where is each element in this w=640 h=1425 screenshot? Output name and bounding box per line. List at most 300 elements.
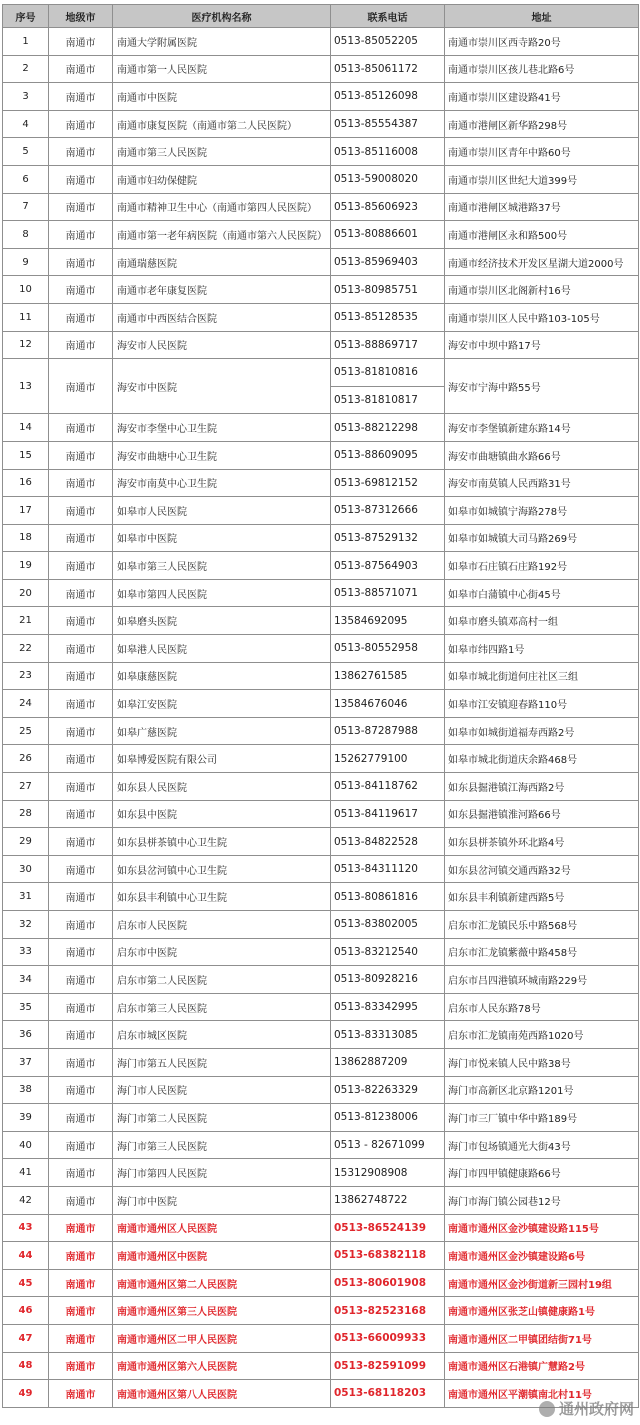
table-row	[3, 221, 639, 249]
row-number: 46	[3, 1297, 49, 1325]
row-institution-name: 如皋市人民医院	[113, 497, 331, 525]
row-number: 37	[3, 1048, 49, 1076]
row-city: 南通市	[49, 579, 113, 607]
row-institution-name: 南通市通州区人民医院	[113, 1214, 331, 1242]
row-phone: 13862748722	[331, 1186, 445, 1214]
row-institution-name: 启东市中医院	[113, 938, 331, 966]
table-row	[3, 1297, 639, 1325]
row-phone: 0513-81810816	[331, 359, 445, 387]
row-city: 南通市	[49, 745, 113, 773]
row-institution-name: 南通市第一人民医院	[113, 55, 331, 83]
table-row	[3, 1021, 639, 1049]
row-number: 34	[3, 966, 49, 994]
row-phone: 0513-88869717	[331, 331, 445, 359]
row-phone: 0513-87529132	[331, 524, 445, 552]
row-institution-name: 南通市第三人民医院	[113, 138, 331, 166]
row-phone: 0513-87312666	[331, 497, 445, 525]
row-phone: 0513-59008020	[331, 165, 445, 193]
header-address: 地址	[445, 5, 639, 28]
row-address: 启东市汇龙镇紫薇中路458号	[445, 938, 639, 966]
row-address: 如皋市白蒲镇中心街45号	[445, 579, 639, 607]
table-row	[3, 1076, 639, 1104]
row-city: 南通市	[49, 966, 113, 994]
row-phone: 0513-83802005	[331, 911, 445, 939]
row-institution-name: 海门市第四人民医院	[113, 1159, 331, 1187]
table-row	[3, 193, 639, 221]
row-address: 南通市通州区张芝山镇健康路1号	[445, 1297, 639, 1325]
row-city: 南通市	[49, 911, 113, 939]
row-number: 19	[3, 552, 49, 580]
row-number: 20	[3, 579, 49, 607]
table-row	[3, 359, 639, 387]
row-institution-name: 南通市通州区中医院	[113, 1242, 331, 1270]
row-phone: 15312908908	[331, 1159, 445, 1187]
row-city: 南通市	[49, 1186, 113, 1214]
row-phone: 0513-85126098	[331, 83, 445, 111]
row-number: 25	[3, 717, 49, 745]
row-institution-name: 海安市曲塘中心卫生院	[113, 441, 331, 469]
table-row	[3, 248, 639, 276]
row-number: 24	[3, 690, 49, 718]
table-row	[3, 1104, 639, 1132]
row-address: 南通市崇川区西寺路20号	[445, 28, 639, 56]
row-address: 南通市港闸区永和路500号	[445, 221, 639, 249]
table-row	[3, 331, 639, 359]
table-row	[3, 165, 639, 193]
row-address: 如皋市江安镇迎春路110号	[445, 690, 639, 718]
row-phone: 0513-87287988	[331, 717, 445, 745]
row-phone: 13584692095	[331, 607, 445, 635]
row-number: 5	[3, 138, 49, 166]
row-address: 南通市通州区二甲镇团结街71号	[445, 1324, 639, 1352]
table-row	[3, 883, 639, 911]
table-row	[3, 579, 639, 607]
row-phone: 0513-85061172	[331, 55, 445, 83]
table-row	[3, 55, 639, 83]
row-institution-name: 海安市人民医院	[113, 331, 331, 359]
row-city: 南通市	[49, 1352, 113, 1380]
row-address: 海安市南莫镇人民西路31号	[445, 469, 639, 497]
row-address: 南通市崇川区人民中路103-105号	[445, 303, 639, 331]
row-city: 南通市	[49, 331, 113, 359]
row-city: 南通市	[49, 717, 113, 745]
row-city: 南通市	[49, 938, 113, 966]
row-number: 31	[3, 883, 49, 911]
row-phone: 0513-88212298	[331, 414, 445, 442]
row-institution-name: 南通市通州区第八人民医院	[113, 1380, 331, 1408]
row-number: 44	[3, 1242, 49, 1270]
row-city: 南通市	[49, 165, 113, 193]
row-number: 18	[3, 524, 49, 552]
row-number: 47	[3, 1324, 49, 1352]
row-address: 海安市宁海中路55号	[445, 359, 639, 414]
watermark	[539, 1398, 634, 1419]
row-institution-name: 南通大学附属医院	[113, 28, 331, 56]
row-city: 南通市	[49, 303, 113, 331]
row-city: 南通市	[49, 221, 113, 249]
row-institution-name: 启东市第二人民医院	[113, 966, 331, 994]
row-address: 海门市四甲镇健康路66号	[445, 1159, 639, 1187]
row-phone: 0513-68382118	[331, 1242, 445, 1270]
row-number: 10	[3, 276, 49, 304]
table-row	[3, 662, 639, 690]
row-address: 南通市通州区石港镇广慧路2号	[445, 1352, 639, 1380]
table-row	[3, 1186, 639, 1214]
row-number: 45	[3, 1269, 49, 1297]
row-phone: 0513-80985751	[331, 276, 445, 304]
row-city: 南通市	[49, 1104, 113, 1132]
table-row	[3, 138, 639, 166]
table-row	[3, 607, 639, 635]
row-number: 43	[3, 1214, 49, 1242]
row-city: 南通市	[49, 469, 113, 497]
row-city: 南通市	[49, 690, 113, 718]
row-address: 南通市崇川区建设路41号	[445, 83, 639, 111]
row-address: 南通市通州区金沙镇建设路6号	[445, 1242, 639, 1270]
row-city: 南通市	[49, 662, 113, 690]
row-institution-name: 海门市第五人民医院	[113, 1048, 331, 1076]
row-institution-name: 南通瑞慈医院	[113, 248, 331, 276]
row-phone: 0513-88609095	[331, 441, 445, 469]
row-phone: 0513-66009933	[331, 1324, 445, 1352]
row-institution-name: 南通市中西医结合医院	[113, 303, 331, 331]
row-city: 南通市	[49, 1159, 113, 1187]
row-address: 如皋市城北街道庆余路468号	[445, 745, 639, 773]
row-city: 南通市	[49, 1021, 113, 1049]
row-city: 南通市	[49, 993, 113, 1021]
row-institution-name: 海安市南莫中心卫生院	[113, 469, 331, 497]
row-address: 如皋市如城镇宁海路278号	[445, 497, 639, 525]
row-phone: 0513-87564903	[331, 552, 445, 580]
row-city: 南通市	[49, 83, 113, 111]
table-row	[3, 303, 639, 331]
row-address: 南通市通州区金沙街道新三园村19组	[445, 1269, 639, 1297]
row-phone: 0513-80928216	[331, 966, 445, 994]
row-phone: 0513-83313085	[331, 1021, 445, 1049]
row-city: 南通市	[49, 1380, 113, 1408]
row-institution-name: 南通市中医院	[113, 83, 331, 111]
row-phone: 0513-82263329	[331, 1076, 445, 1104]
row-phone: 0513-88571071	[331, 579, 445, 607]
row-institution-name: 如东县中医院	[113, 800, 331, 828]
row-number: 4	[3, 110, 49, 138]
table-row	[3, 497, 639, 525]
row-phone: 0513-84822528	[331, 828, 445, 856]
table-header-row	[3, 5, 639, 28]
row-number: 33	[3, 938, 49, 966]
row-number: 22	[3, 635, 49, 663]
row-phone: 0513-82523168	[331, 1297, 445, 1325]
row-city: 南通市	[49, 1131, 113, 1159]
table-row	[3, 552, 639, 580]
row-institution-name: 南通市妇幼保健院	[113, 165, 331, 193]
row-number: 1	[3, 28, 49, 56]
row-address: 南通市经济技术开发区星湖大道2000号	[445, 248, 639, 276]
row-number: 9	[3, 248, 49, 276]
row-address: 如皋市如城镇大司马路269号	[445, 524, 639, 552]
row-address: 如皋市纬四路1号	[445, 635, 639, 663]
row-number: 32	[3, 911, 49, 939]
row-institution-name: 如东县人民医院	[113, 773, 331, 801]
row-city: 南通市	[49, 883, 113, 911]
table-row	[3, 773, 639, 801]
table-row	[3, 690, 639, 718]
row-city: 南通市	[49, 800, 113, 828]
row-city: 南通市	[49, 607, 113, 635]
table-row	[3, 1269, 639, 1297]
table-row	[3, 1048, 639, 1076]
row-number: 29	[3, 828, 49, 856]
row-phone: 0513-86524139	[331, 1214, 445, 1242]
table-row	[3, 110, 639, 138]
row-institution-name: 如皋康慈医院	[113, 662, 331, 690]
table-row	[3, 1324, 639, 1352]
row-institution-name: 如东县岔河镇中心卫生院	[113, 855, 331, 883]
table-row	[3, 1214, 639, 1242]
row-institution-name: 启东市第三人民医院	[113, 993, 331, 1021]
row-city: 南通市	[49, 1214, 113, 1242]
row-city: 南通市	[49, 138, 113, 166]
table-row	[3, 83, 639, 111]
row-institution-name: 如东县丰利镇中心卫生院	[113, 883, 331, 911]
row-address: 南通市通州区金沙镇建设路115号	[445, 1214, 639, 1242]
row-address: 如皋市城北街道何庄社区三组	[445, 662, 639, 690]
row-number: 23	[3, 662, 49, 690]
row-address: 如皋市磨头镇邓高村一组	[445, 607, 639, 635]
row-address: 海门市高新区北京路1201号	[445, 1076, 639, 1104]
row-city: 南通市	[49, 28, 113, 56]
table-row	[3, 469, 639, 497]
row-address: 如东县岔河镇交通西路32号	[445, 855, 639, 883]
row-phone: 0513-80886601	[331, 221, 445, 249]
row-address: 南通市港闸区城港路37号	[445, 193, 639, 221]
row-address: 海安市曲塘镇曲水路66号	[445, 441, 639, 469]
row-number: 12	[3, 331, 49, 359]
row-city: 南通市	[49, 1324, 113, 1352]
row-number: 28	[3, 800, 49, 828]
row-number: 15	[3, 441, 49, 469]
table-row	[3, 1131, 639, 1159]
row-address: 如东县掘港镇淮河路66号	[445, 800, 639, 828]
row-phone: 13862761585	[331, 662, 445, 690]
row-institution-name: 南通市通州区第三人民医院	[113, 1297, 331, 1325]
row-address: 如皋市如城街道福寿西路2号	[445, 717, 639, 745]
row-institution-name: 如皋市第三人民医院	[113, 552, 331, 580]
row-phone: 0513-85554387	[331, 110, 445, 138]
row-phone: 0513-83342995	[331, 993, 445, 1021]
row-number: 35	[3, 993, 49, 1021]
row-institution-name: 南通市通州区二甲人民医院	[113, 1324, 331, 1352]
row-phone: 0513-82591099	[331, 1352, 445, 1380]
row-number: 26	[3, 745, 49, 773]
table-row	[3, 635, 639, 663]
row-number: 11	[3, 303, 49, 331]
row-address: 启东市汇龙镇南苑西路1020号	[445, 1021, 639, 1049]
row-phone: 0513-83212540	[331, 938, 445, 966]
row-number: 42	[3, 1186, 49, 1214]
row-institution-name: 如皋市第四人民医院	[113, 579, 331, 607]
hospital-table-container	[2, 4, 638, 1408]
row-institution-name: 如东县栟茶镇中心卫生院	[113, 828, 331, 856]
table-row	[3, 800, 639, 828]
hospital-list-table	[2, 4, 639, 1408]
row-number: 7	[3, 193, 49, 221]
header-institution-name: 医疗机构名称	[113, 5, 331, 28]
row-institution-name: 南通市精神卫生中心（南通市第四人民医院）	[113, 193, 331, 221]
row-address: 如东县掘港镇江海西路2号	[445, 773, 639, 801]
row-phone-secondary: 0513-81810817	[331, 386, 445, 414]
row-address: 如东县丰利镇新建西路5号	[445, 883, 639, 911]
row-institution-name: 如皋磨头医院	[113, 607, 331, 635]
row-address: 海安市中坝中路17号	[445, 331, 639, 359]
row-number: 30	[3, 855, 49, 883]
row-address: 南通市崇川区世纪大道399号	[445, 165, 639, 193]
row-city: 南通市	[49, 55, 113, 83]
row-city: 南通市	[49, 524, 113, 552]
table-row	[3, 524, 639, 552]
row-address: 海门市包场镇通光大街43号	[445, 1131, 639, 1159]
row-city: 南通市	[49, 1076, 113, 1104]
row-number: 14	[3, 414, 49, 442]
row-city: 南通市	[49, 248, 113, 276]
row-address: 海安市李堡镇新建东路14号	[445, 414, 639, 442]
row-institution-name: 南通市通州区第二人民医院	[113, 1269, 331, 1297]
row-institution-name: 南通市康复医院（南通市第二人民医院）	[113, 110, 331, 138]
table-row	[3, 911, 639, 939]
row-number: 49	[3, 1380, 49, 1408]
government-logo-icon	[539, 1401, 555, 1417]
table-row	[3, 938, 639, 966]
row-number: 36	[3, 1021, 49, 1049]
row-address: 南通市港闸区新华路298号	[445, 110, 639, 138]
row-institution-name: 南通市第一老年病医院（南通市第六人民医院）	[113, 221, 331, 249]
row-city: 南通市	[49, 1297, 113, 1325]
row-city: 南通市	[49, 552, 113, 580]
row-number: 13	[3, 359, 49, 414]
row-address: 南通市崇川区孩儿巷北路6号	[445, 55, 639, 83]
row-city: 南通市	[49, 359, 113, 414]
row-institution-name: 如皋博爱医院有限公司	[113, 745, 331, 773]
row-phone: 0513-80601908	[331, 1269, 445, 1297]
header-number: 序号	[3, 5, 49, 28]
table-row	[3, 855, 639, 883]
row-address: 南通市崇川区北阁新村16号	[445, 276, 639, 304]
row-institution-name: 如皋港人民医院	[113, 635, 331, 663]
row-number: 6	[3, 165, 49, 193]
row-institution-name: 海安市李堡中心卫生院	[113, 414, 331, 442]
row-number: 41	[3, 1159, 49, 1187]
row-city: 南通市	[49, 1269, 113, 1297]
row-phone: 15262779100	[331, 745, 445, 773]
row-institution-name: 如皋江安医院	[113, 690, 331, 718]
table-row	[3, 1352, 639, 1380]
row-phone: 0513-85052205	[331, 28, 445, 56]
table-row	[3, 1242, 639, 1270]
row-city: 南通市	[49, 414, 113, 442]
row-city: 南通市	[49, 441, 113, 469]
row-institution-name: 海门市第二人民医院	[113, 1104, 331, 1132]
table-row	[3, 828, 639, 856]
row-address: 南通市崇川区青年中路60号	[445, 138, 639, 166]
row-city: 南通市	[49, 276, 113, 304]
row-city: 南通市	[49, 1242, 113, 1270]
row-number: 17	[3, 497, 49, 525]
row-address: 如东县栟茶镇外环北路4号	[445, 828, 639, 856]
row-phone: 0513-85116008	[331, 138, 445, 166]
row-phone: 0513-68118203	[331, 1380, 445, 1408]
row-number: 48	[3, 1352, 49, 1380]
row-institution-name: 海门市中医院	[113, 1186, 331, 1214]
row-institution-name: 如皋市中医院	[113, 524, 331, 552]
watermark-text: 通州政府网	[558, 1400, 634, 1418]
row-number: 8	[3, 221, 49, 249]
row-phone: 0513-85606923	[331, 193, 445, 221]
row-city: 南通市	[49, 635, 113, 663]
header-city: 地级市	[49, 5, 113, 28]
row-phone: 0513-80861816	[331, 883, 445, 911]
row-phone: 0513-85128535	[331, 303, 445, 331]
row-number: 2	[3, 55, 49, 83]
row-phone: 0513-80552958	[331, 635, 445, 663]
row-city: 南通市	[49, 497, 113, 525]
table-row	[3, 717, 639, 745]
table-row	[3, 993, 639, 1021]
row-institution-name: 启东市城区医院	[113, 1021, 331, 1049]
row-number: 38	[3, 1076, 49, 1104]
row-institution-name: 启东市人民医院	[113, 911, 331, 939]
row-address: 南通市通州区平潮镇南北村11号	[445, 1380, 639, 1408]
row-city: 南通市	[49, 193, 113, 221]
row-address: 启东市人民东路78号	[445, 993, 639, 1021]
row-phone: 0513-81238006	[331, 1104, 445, 1132]
row-number: 39	[3, 1104, 49, 1132]
table-row	[3, 28, 639, 56]
row-institution-name: 如皋广慈医院	[113, 717, 331, 745]
row-number: 16	[3, 469, 49, 497]
row-phone: 0513-69812152	[331, 469, 445, 497]
row-city: 南通市	[49, 828, 113, 856]
row-city: 南通市	[49, 110, 113, 138]
row-address: 海门市三厂镇中华中路189号	[445, 1104, 639, 1132]
row-phone: 0513-84118762	[331, 773, 445, 801]
row-number: 21	[3, 607, 49, 635]
row-institution-name: 海安市中医院	[113, 359, 331, 414]
table-row	[3, 1159, 639, 1187]
table-row	[3, 441, 639, 469]
row-institution-name: 南通市老年康复医院	[113, 276, 331, 304]
row-phone: 13584676046	[331, 690, 445, 718]
table-row	[3, 745, 639, 773]
row-institution-name: 南通市通州区第六人民医院	[113, 1352, 331, 1380]
table-body	[3, 28, 639, 1408]
row-phone: 0513-84311120	[331, 855, 445, 883]
row-number: 3	[3, 83, 49, 111]
row-city: 南通市	[49, 855, 113, 883]
row-institution-name: 海门市人民医院	[113, 1076, 331, 1104]
row-city: 南通市	[49, 1048, 113, 1076]
row-phone: 0513-85969403	[331, 248, 445, 276]
row-address: 启东市汇龙镇民乐中路568号	[445, 911, 639, 939]
row-institution-name: 海门市第三人民医院	[113, 1131, 331, 1159]
table-row	[3, 414, 639, 442]
row-phone: 0513-84119617	[331, 800, 445, 828]
row-phone: 0513 - 82671099	[331, 1131, 445, 1159]
row-address: 海门市悦来镇人民中路38号	[445, 1048, 639, 1076]
row-address: 启东市吕四港镇环城南路229号	[445, 966, 639, 994]
table-row	[3, 966, 639, 994]
row-number: 27	[3, 773, 49, 801]
row-number: 40	[3, 1131, 49, 1159]
